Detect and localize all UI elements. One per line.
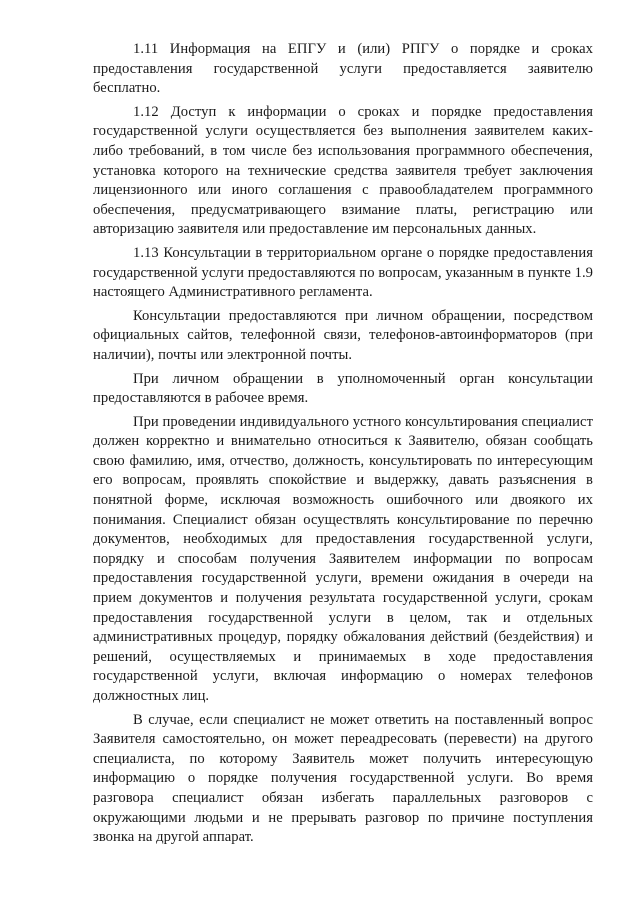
- paragraph-1-12: 1.12 Доступ к информации о сроках и порядке предоставления государственной услуги осуществляется без выполнения заявителем каких-либо требований, в том числе без использования программного обеспечения, установка которого на технические средства заявителя требует заключения лицензионного или иного соглашения с правообладателем программного обеспечения, предусматривающего взимание платы, регистрацию или авторизацию заявителя или предоставление им персональных данных.: [93, 103, 593, 238]
- paragraph-1-11: 1.11 Информация на ЕПГУ и (или) РПГУ о порядке и сроках предоставления государственной услуги предоставляется заявителю бесплатно.: [93, 41, 593, 97]
- paragraph-redirect: В случае, если специалист не может ответить на поставленный вопрос Заявителя самостоятельно, он может переадресовать (перевести) на другого специалиста, по которому Заявитель может получить интересующую информацию о порядке получения государственной услуги. Во время разговора специалист обязан избегать параллельных разговоров с окружающими людьми и не прерывать разговор по причине поступления звонка на другой аппарат.: [93, 711, 593, 846]
- document-page: [93, 40, 593, 848]
- paragraph-1-13: 1.13 Консультации в территориальном органе о порядке предоставления государственной услуги предоставляются по вопросам, указанным в пункте 1.9 настоящего Административного регламента.: [93, 244, 593, 301]
- paragraph-personal-visit: При личном обращении в уполномоченный орган консультации предоставляются в рабочее время.: [93, 370, 593, 407]
- paragraph-oral-consulting: При проведении индивидуального устного консультирования специалист должен корректно и внимательно относиться к Заявителю, обязан сообщать свою фамилию, имя, отчество, должность, консультировать по интересующим его вопросам, проявлять спокойствие и выдержку, давать разъяснения в понятной форме, исключая возможность ошибочного или двоякого их понимания. Специалист обязан осуществлять консультирование по перечню документов, необходимых для предоставления государственной услуги, порядку и способам получения Заявителем информации по вопросам предоставления государственной услуги, времени ожидания в очереди на прием документов и получения результата государственной услуги, срокам предоставления государственной услуги в целом, так и отдельных административных процедур, порядку обжалования действий (бездействия) и решений, осуществляемых и принимаемых в ходе предоставления государственной услуги, включая информацию о номерах телефонов должностных лиц.: [93, 413, 593, 704]
- paragraph-consultations-channels: Консультации предоставляются при личном обращении, посредством официальных сайтов, телефонной связи, телефонов-автоинформаторов (при наличии), почты или электронной почты.: [93, 307, 593, 363]
